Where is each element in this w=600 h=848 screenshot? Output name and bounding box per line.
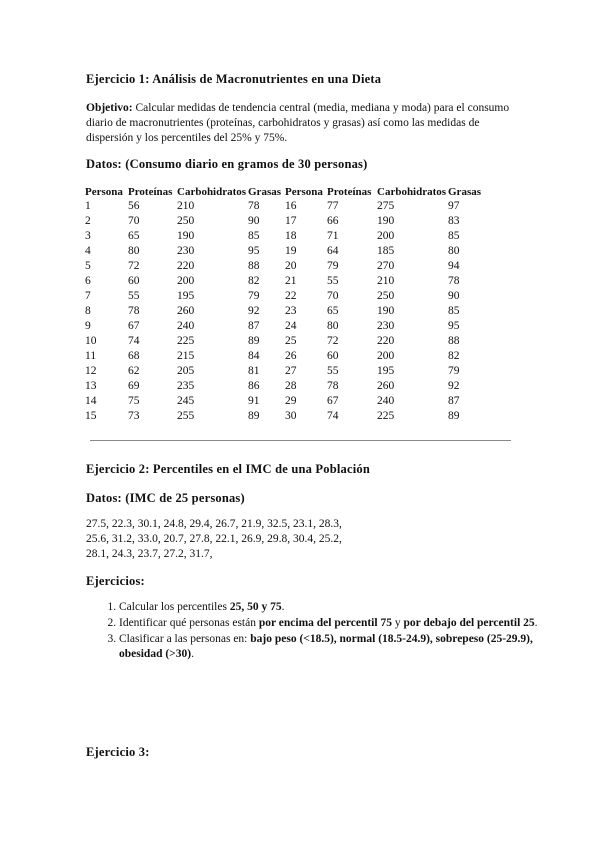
item-text: Calcular los percentiles xyxy=(119,601,230,613)
table-cell: 81 xyxy=(248,365,260,377)
table-cell: 85 xyxy=(248,230,260,242)
table-cell: 82 xyxy=(248,275,260,287)
table-cell: 64 xyxy=(327,245,339,257)
list-item xyxy=(119,616,549,631)
table-cell: 67 xyxy=(128,320,140,332)
item-text: y xyxy=(391,617,404,629)
table-cell: 78 xyxy=(128,305,140,317)
table-header: Persona xyxy=(285,185,323,198)
bmi-values-line: 28.1, 24.3, 23.7, 27.2, 31.7, xyxy=(86,548,213,560)
exercise-1-data-title: Datos: (Consumo diario en gramos de 30 personas) xyxy=(86,157,368,171)
table-cell: 255 xyxy=(177,410,195,422)
table-header: Grasas xyxy=(248,185,281,198)
table-cell: 185 xyxy=(377,245,395,257)
table-cell: 88 xyxy=(448,335,460,347)
table-row xyxy=(85,394,488,409)
table-cell: 80 xyxy=(448,245,460,257)
table-cell: 240 xyxy=(377,395,395,407)
table-cell: 220 xyxy=(177,260,195,272)
section-divider xyxy=(90,440,511,441)
table-header: Persona xyxy=(85,185,123,198)
table-cell: 60 xyxy=(128,275,140,287)
table-row xyxy=(85,319,488,334)
table-cell: 275 xyxy=(377,200,395,212)
table-header: Grasas xyxy=(448,185,481,198)
table-cell: 55 xyxy=(128,290,140,302)
table-cell: 260 xyxy=(377,380,395,392)
table-cell: 235 xyxy=(177,380,195,392)
table-cell: 80 xyxy=(128,245,140,257)
exercise-3-title: Ejercicio 3: xyxy=(86,745,150,759)
bmi-values-line: 25.6, 31.2, 33.0, 20.7, 27.8, 22.1, 26.9, 29.8, 30.4, 25.2, xyxy=(86,533,342,545)
table-cell: 210 xyxy=(177,200,195,212)
table-cell: 225 xyxy=(377,410,395,422)
table-cell: 89 xyxy=(448,410,460,422)
macronutrients-table xyxy=(85,184,488,424)
table-cell: 89 xyxy=(248,410,260,422)
table-cell: 6 xyxy=(85,275,91,287)
table-cell: 85 xyxy=(448,230,460,242)
table-cell: 75 xyxy=(128,395,140,407)
table-cell: 88 xyxy=(248,260,260,272)
table-cell: 91 xyxy=(248,395,260,407)
table-cell: 9 xyxy=(85,320,91,332)
table-cell: 71 xyxy=(327,230,339,242)
table-row xyxy=(85,379,488,394)
table-cell: 78 xyxy=(248,200,260,212)
table-cell: 22 xyxy=(285,290,297,302)
objective-text: Calcular medidas de tendencia central (media, mediana y moda) para el consumo diario de macronutrientes (proteínas, carbohidratos y grasas) así como las medidas de dispersión y los percentiles del 25% y 75%. xyxy=(86,102,510,144)
table-cell: 245 xyxy=(177,395,195,407)
table-cell: 200 xyxy=(177,275,195,287)
table-cell: 19 xyxy=(285,245,297,257)
table-cell: 80 xyxy=(327,320,339,332)
table-cell: 20 xyxy=(285,260,297,272)
table-cell: 84 xyxy=(248,350,260,362)
table-cell: 10 xyxy=(85,335,97,347)
item-text: Clasificar a las personas en: xyxy=(119,633,251,645)
table-row xyxy=(85,409,488,424)
table-cell: 94 xyxy=(448,260,460,272)
table-cell: 77 xyxy=(327,200,339,212)
table-cell: 89 xyxy=(248,335,260,347)
table-cell: 220 xyxy=(377,335,395,347)
item-text: . xyxy=(534,617,538,629)
table-row xyxy=(85,274,488,289)
table-cell: 190 xyxy=(377,305,395,317)
table-cell: 4 xyxy=(85,245,91,257)
table-cell: 67 xyxy=(327,395,339,407)
table-cell: 83 xyxy=(448,215,460,227)
table-cell: 56 xyxy=(128,200,140,212)
item-bold: 25, 50 y 75 xyxy=(229,601,282,613)
table-cell: 190 xyxy=(377,215,395,227)
list-item xyxy=(119,600,549,615)
table-cell: 7 xyxy=(85,290,91,302)
table-cell: 12 xyxy=(85,365,97,377)
table-cell: 74 xyxy=(327,410,339,422)
exercise-list xyxy=(86,600,549,663)
table-cell: 79 xyxy=(448,365,460,377)
exercise-1-objective xyxy=(86,101,516,146)
item-text: Identificar qué personas están xyxy=(119,617,259,629)
table-cell: 86 xyxy=(248,380,260,392)
table-cell: 55 xyxy=(327,365,339,377)
table-header: Carbohidratos xyxy=(377,185,447,198)
item-text: . xyxy=(281,601,285,613)
table-header: Proteínas xyxy=(128,185,173,198)
table-cell: 92 xyxy=(448,380,460,392)
table-cell: 18 xyxy=(285,230,297,242)
table-row xyxy=(85,304,488,319)
table-row xyxy=(85,334,488,349)
table-cell: 70 xyxy=(327,290,339,302)
table-cell: 29 xyxy=(285,395,297,407)
table-cell: 23 xyxy=(285,305,297,317)
table-cell: 92 xyxy=(248,305,260,317)
exercise-2-title: Ejercicio 2: Percentiles en el IMC de una Población xyxy=(86,462,370,476)
item-bold: bajo peso (<18.5), normal (18.5-24.9), sobrepeso (25-29.9), obesidad (>30) xyxy=(119,633,533,660)
table-row xyxy=(85,244,488,259)
table-cell: 13 xyxy=(85,380,97,392)
table-cell: 78 xyxy=(327,380,339,392)
table-cell: 260 xyxy=(177,305,195,317)
table-cell: 87 xyxy=(448,395,460,407)
table-cell: 82 xyxy=(448,350,460,362)
table-cell: 17 xyxy=(285,215,297,227)
item-bold: por debajo del percentil 25 xyxy=(403,617,535,629)
exercises-title: Ejercicios: xyxy=(86,574,145,588)
exercise-2-data-title: Datos: (IMC de 25 personas) xyxy=(86,491,245,505)
table-cell: 190 xyxy=(177,230,195,242)
table-cell: 26 xyxy=(285,350,297,362)
table-cell: 15 xyxy=(85,410,97,422)
table-cell: 69 xyxy=(128,380,140,392)
table-cell: 5 xyxy=(85,260,91,272)
table-cell: 21 xyxy=(285,275,297,287)
table-cell: 62 xyxy=(128,365,140,377)
table-row xyxy=(85,214,488,229)
table-header-row xyxy=(85,184,488,199)
table-cell: 250 xyxy=(377,290,395,302)
bmi-values xyxy=(86,517,516,562)
table-cell: 74 xyxy=(128,335,140,347)
table-cell: 95 xyxy=(248,245,260,257)
table-row xyxy=(85,349,488,364)
table-cell: 79 xyxy=(248,290,260,302)
table-cell: 30 xyxy=(285,410,297,422)
table-body xyxy=(85,199,488,424)
table-cell: 1 xyxy=(85,200,91,212)
table-cell: 95 xyxy=(448,320,460,332)
table-cell: 66 xyxy=(327,215,339,227)
table-cell: 2 xyxy=(85,215,91,227)
table-cell: 72 xyxy=(327,335,339,347)
table-cell: 97 xyxy=(448,200,460,212)
table-cell: 195 xyxy=(177,290,195,302)
table-cell: 90 xyxy=(248,215,260,227)
table-cell: 200 xyxy=(377,230,395,242)
item-text: . xyxy=(191,648,194,660)
table-cell: 210 xyxy=(377,275,395,287)
table-cell: 11 xyxy=(85,350,97,362)
table-cell: 27 xyxy=(285,365,297,377)
table-cell: 65 xyxy=(327,305,339,317)
exercise-1-title: Ejercicio 1: Análisis de Macronutrientes en una Dieta xyxy=(86,72,382,86)
table-row xyxy=(85,199,488,214)
table-row xyxy=(85,289,488,304)
table-row xyxy=(85,364,488,379)
table-row xyxy=(85,229,488,244)
table-cell: 240 xyxy=(177,320,195,332)
table-cell: 200 xyxy=(377,350,395,362)
table-cell: 28 xyxy=(285,380,297,392)
table-cell: 72 xyxy=(128,260,140,272)
table-cell: 14 xyxy=(85,395,97,407)
bmi-values-line: 27.5, 22.3, 30.1, 24.8, 29.4, 26.7, 21.9, 32.5, 23.1, 28.3, xyxy=(86,518,342,530)
table-row xyxy=(85,259,488,274)
table-cell: 230 xyxy=(377,320,395,332)
table-cell: 65 xyxy=(128,230,140,242)
table-cell: 79 xyxy=(327,260,339,272)
table-cell: 87 xyxy=(248,320,260,332)
table-cell: 3 xyxy=(85,230,91,242)
table-cell: 60 xyxy=(327,350,339,362)
table-cell: 85 xyxy=(448,305,460,317)
table-cell: 70 xyxy=(128,215,140,227)
table-cell: 25 xyxy=(285,335,297,347)
table-cell: 270 xyxy=(377,260,395,272)
list-item xyxy=(119,632,549,662)
table-cell: 225 xyxy=(177,335,195,347)
table-cell: 68 xyxy=(128,350,140,362)
table-cell: 73 xyxy=(128,410,140,422)
table-cell: 250 xyxy=(177,215,195,227)
table-cell: 215 xyxy=(177,350,195,362)
table-header: Carbohidratos xyxy=(177,185,247,198)
table-cell: 24 xyxy=(285,320,297,332)
item-bold: por encima del percentil 75 xyxy=(258,617,392,629)
table-header: Proteínas xyxy=(327,185,372,198)
table-cell: 230 xyxy=(177,245,195,257)
table-cell: 16 xyxy=(285,200,297,212)
table-cell: 195 xyxy=(377,365,395,377)
table-cell: 8 xyxy=(85,305,91,317)
table-cell: 205 xyxy=(177,365,195,377)
objective-label: Objetivo: xyxy=(86,102,133,114)
table-cell: 90 xyxy=(448,290,460,302)
table-cell: 55 xyxy=(327,275,339,287)
table-cell: 78 xyxy=(448,275,460,287)
